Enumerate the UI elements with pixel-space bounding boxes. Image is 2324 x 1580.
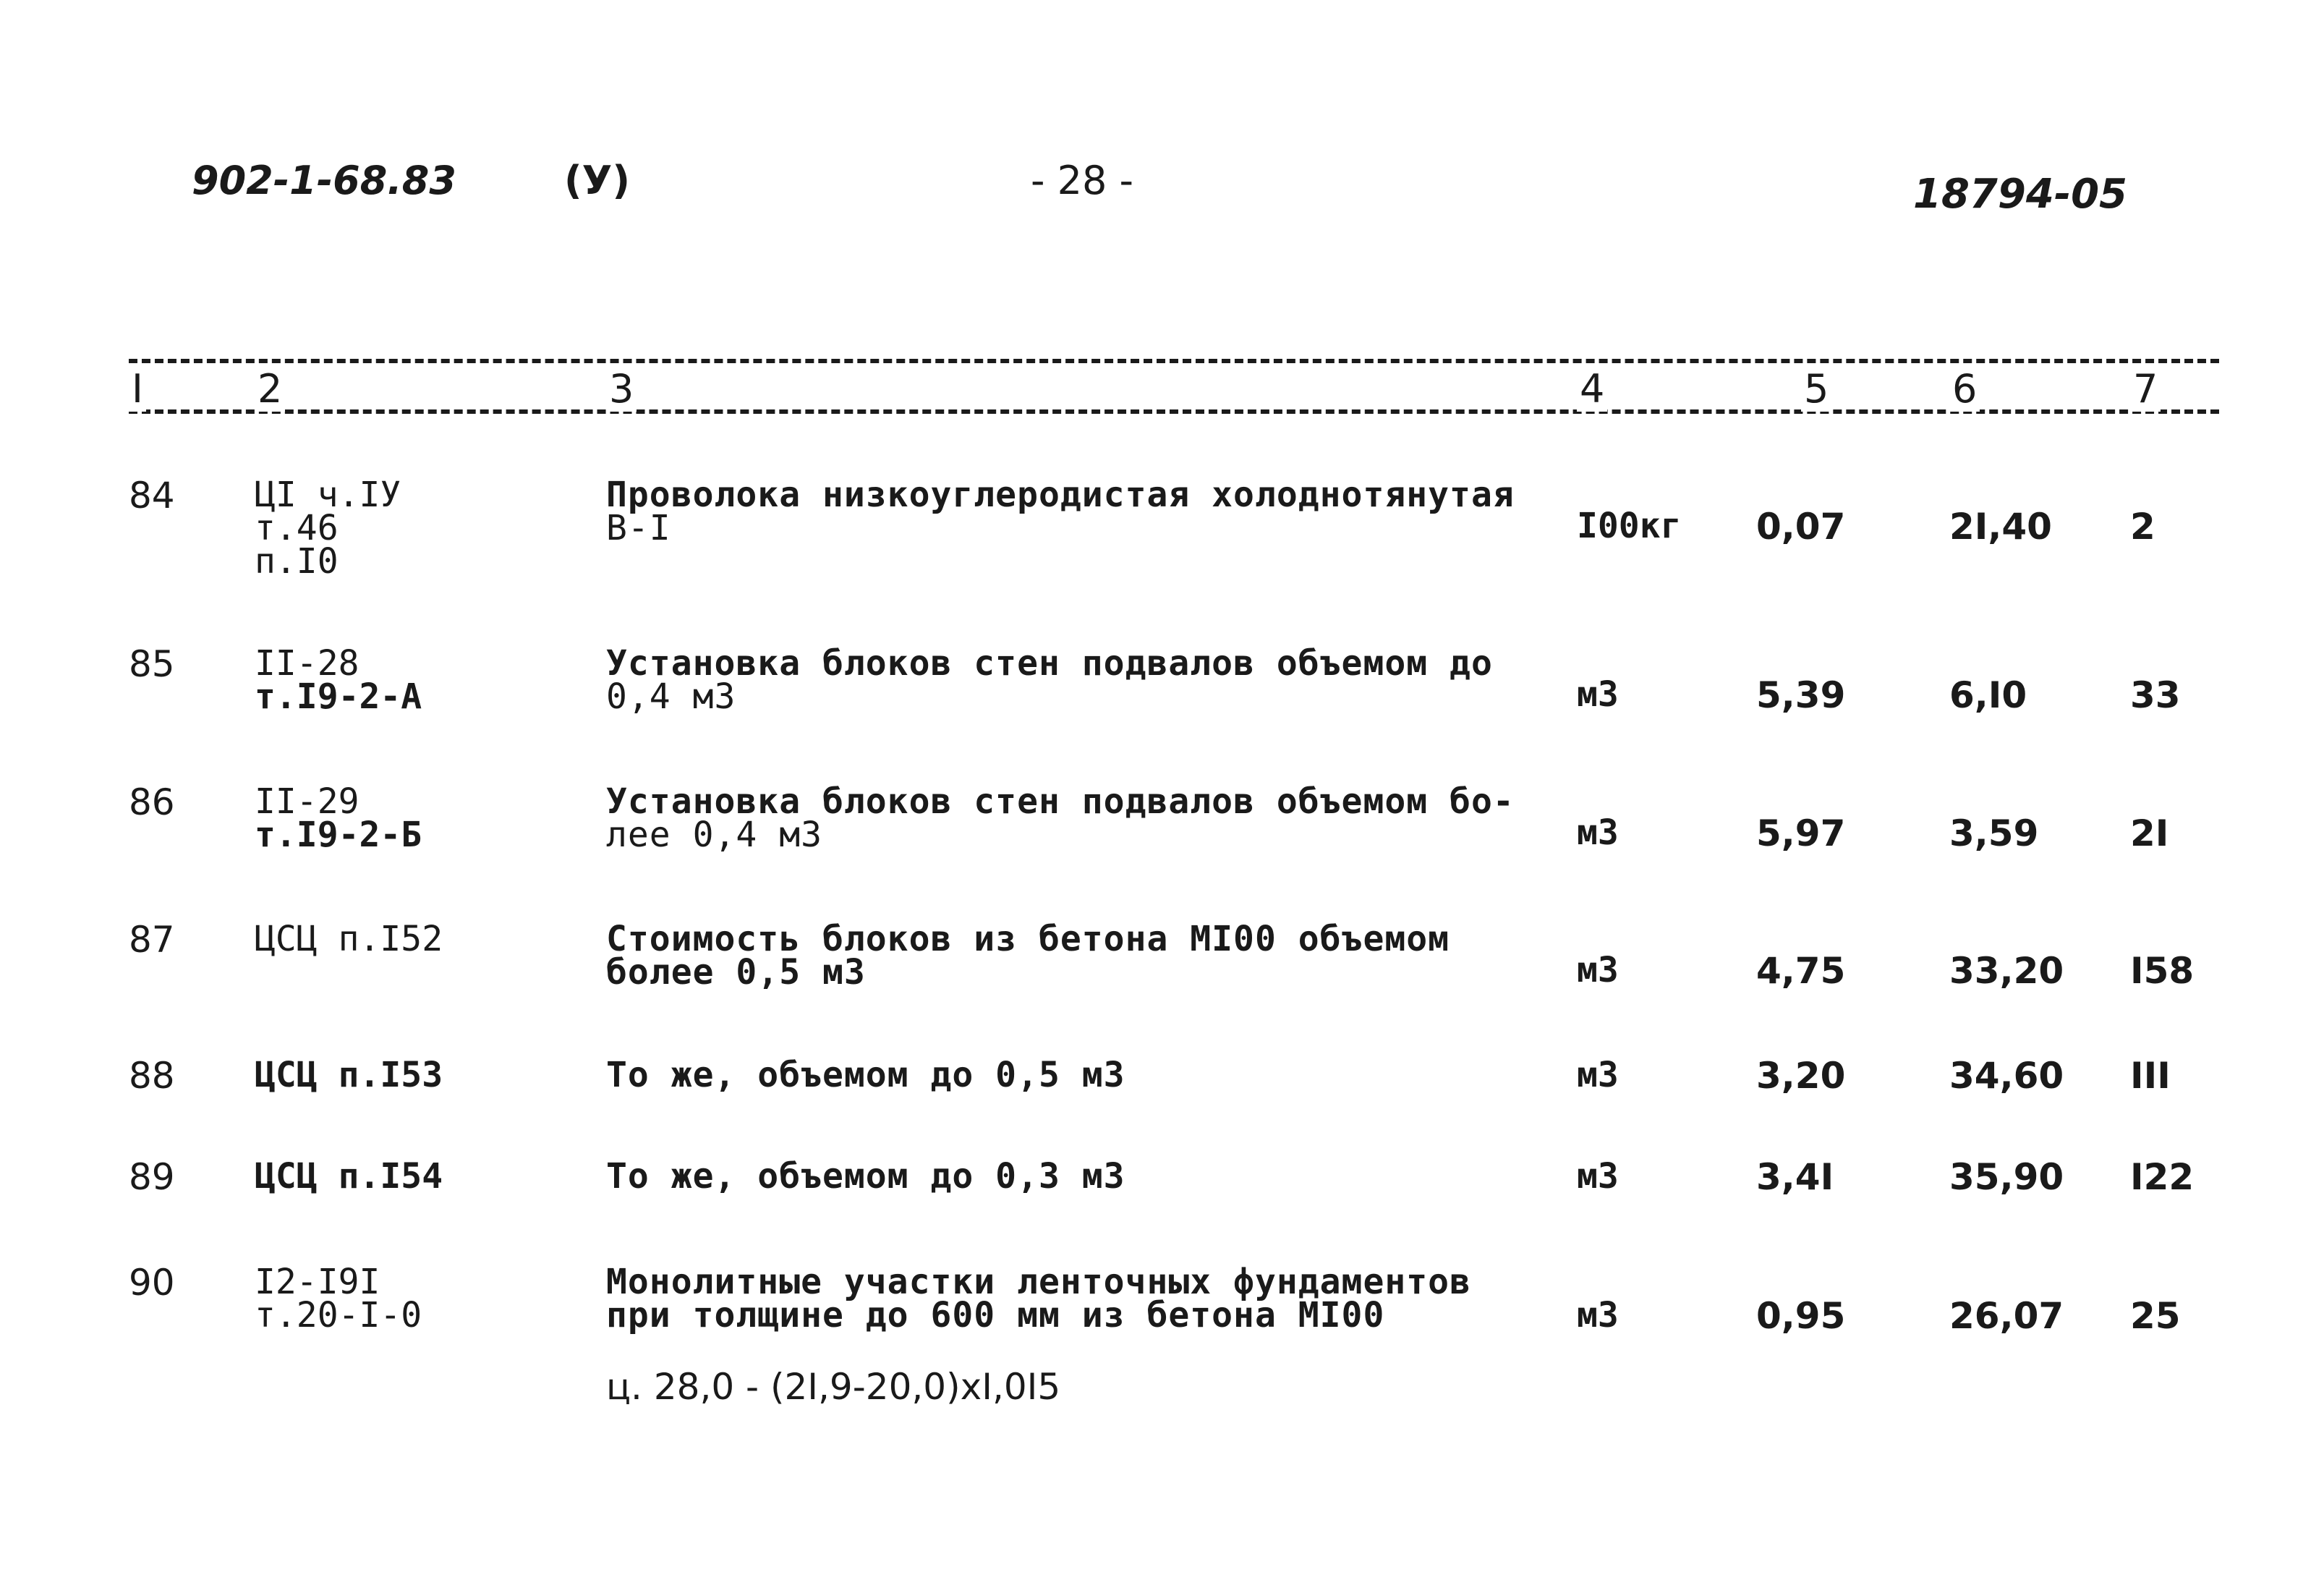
column-header-2: 2 [255, 366, 285, 412]
row-unit-price: 33,20 [1949, 950, 2064, 992]
row-description-line: Стоимость блоков из бетона МI00 объемом [606, 919, 1450, 959]
row-reference-line: т.20-I-0 [255, 1295, 422, 1335]
row-total: 2I [2130, 812, 2169, 854]
row-description-line: Установка блоков стен подвалов объемом до [606, 643, 1493, 684]
row-total: III [2130, 1055, 2171, 1097]
row-reference-line: т.46 [255, 508, 339, 548]
project-code: 902-1-68.83 [192, 158, 456, 203]
row-quantity: 5,39 [1756, 674, 1846, 716]
row-quantity: 4,75 [1756, 950, 1846, 992]
row-reference-line: п.I0 [255, 541, 339, 582]
row-unit: м3 [1577, 674, 1619, 715]
row-description-line: То же, объемом до 0,3 м3 [606, 1156, 1125, 1197]
row-unit: м3 [1577, 812, 1619, 853]
row-number: 89 [129, 1156, 175, 1198]
row-description-line: при толщине до 600 мм из бетона МI00 [606, 1295, 1385, 1335]
column-header-3: 3 [606, 366, 637, 412]
page-number: - 28 - [1031, 158, 1134, 203]
column-header-6: 6 [1949, 366, 1980, 412]
row-quantity: 3,20 [1756, 1055, 1846, 1097]
row-number: 90 [129, 1262, 175, 1304]
document-mark: (У) [564, 158, 630, 203]
row-quantity: 3,4I [1756, 1156, 1834, 1198]
row-reference-line: II-28 [255, 643, 359, 684]
row-total: I22 [2130, 1156, 2195, 1198]
row-number: 87 [129, 919, 175, 961]
column-header-5: 5 [1801, 366, 1831, 412]
price-formula: ц. 28,0 - (2I,9-20,0)хI,0I5 [606, 1366, 1061, 1408]
row-quantity: 5,97 [1756, 812, 1846, 854]
row-total: 33 [2130, 674, 2181, 716]
row-number: 86 [129, 781, 175, 823]
column-header-1: I [129, 366, 146, 412]
row-unit-price: 34,60 [1949, 1055, 2064, 1097]
row-reference-line: I2-I9I [255, 1262, 380, 1302]
row-quantity: 0,95 [1756, 1295, 1846, 1337]
row-description-line: В-I [606, 508, 671, 548]
row-reference-line: т.I9-2-А [255, 676, 422, 717]
table-top-rule [129, 359, 2219, 363]
row-unit: I00кг [1577, 506, 1682, 546]
row-quantity: 0,07 [1756, 506, 1846, 548]
row-reference-line: ЦСЦ п.I53 [255, 1055, 443, 1095]
table-header-rule [129, 409, 2219, 414]
row-total: 25 [2130, 1295, 2181, 1337]
row-description-line: То же, объемом до 0,5 м3 [606, 1055, 1125, 1095]
row-reference-line: ЦСЦ п.I52 [255, 919, 443, 959]
row-number: 88 [129, 1055, 175, 1097]
row-total: I58 [2130, 950, 2195, 992]
row-unit-price: 2I,40 [1949, 506, 2052, 548]
row-description-line: 0,4 м3 [606, 676, 736, 717]
row-unit-price: 35,90 [1949, 1156, 2064, 1198]
row-description-line: более 0,5 м3 [606, 952, 866, 993]
inventory-number: 18794-05 [1913, 171, 2127, 218]
row-description-line: Проволока низкоуглеродистая холоднотянутая [606, 475, 1515, 515]
row-unit-price: 26,07 [1949, 1295, 2064, 1337]
row-reference-line: ЦI ч.IУ [255, 475, 401, 515]
row-reference-line: т.I9-2-Б [255, 815, 422, 855]
row-total: 2 [2130, 506, 2155, 548]
row-number: 85 [129, 643, 175, 685]
row-unit: м3 [1577, 1156, 1619, 1197]
row-unit: м3 [1577, 950, 1619, 990]
column-header-4: 4 [1577, 366, 1607, 412]
row-reference-line: ЦСЦ п.I54 [255, 1156, 443, 1197]
row-description-line: лее 0,4 м3 [606, 815, 822, 855]
row-unit-price: 6,I0 [1949, 674, 2027, 716]
row-reference-line: II-29 [255, 781, 359, 822]
row-description-line: Монолитные участки ленточных фундаментов [606, 1262, 1471, 1302]
row-unit-price: 3,59 [1949, 812, 2039, 854]
column-header-7: 7 [2130, 366, 2161, 412]
row-unit: м3 [1577, 1055, 1619, 1095]
row-unit: м3 [1577, 1295, 1619, 1335]
row-description-line: Установка блоков стен подвалов объемом бо- [606, 781, 1515, 822]
row-number: 84 [129, 475, 175, 517]
